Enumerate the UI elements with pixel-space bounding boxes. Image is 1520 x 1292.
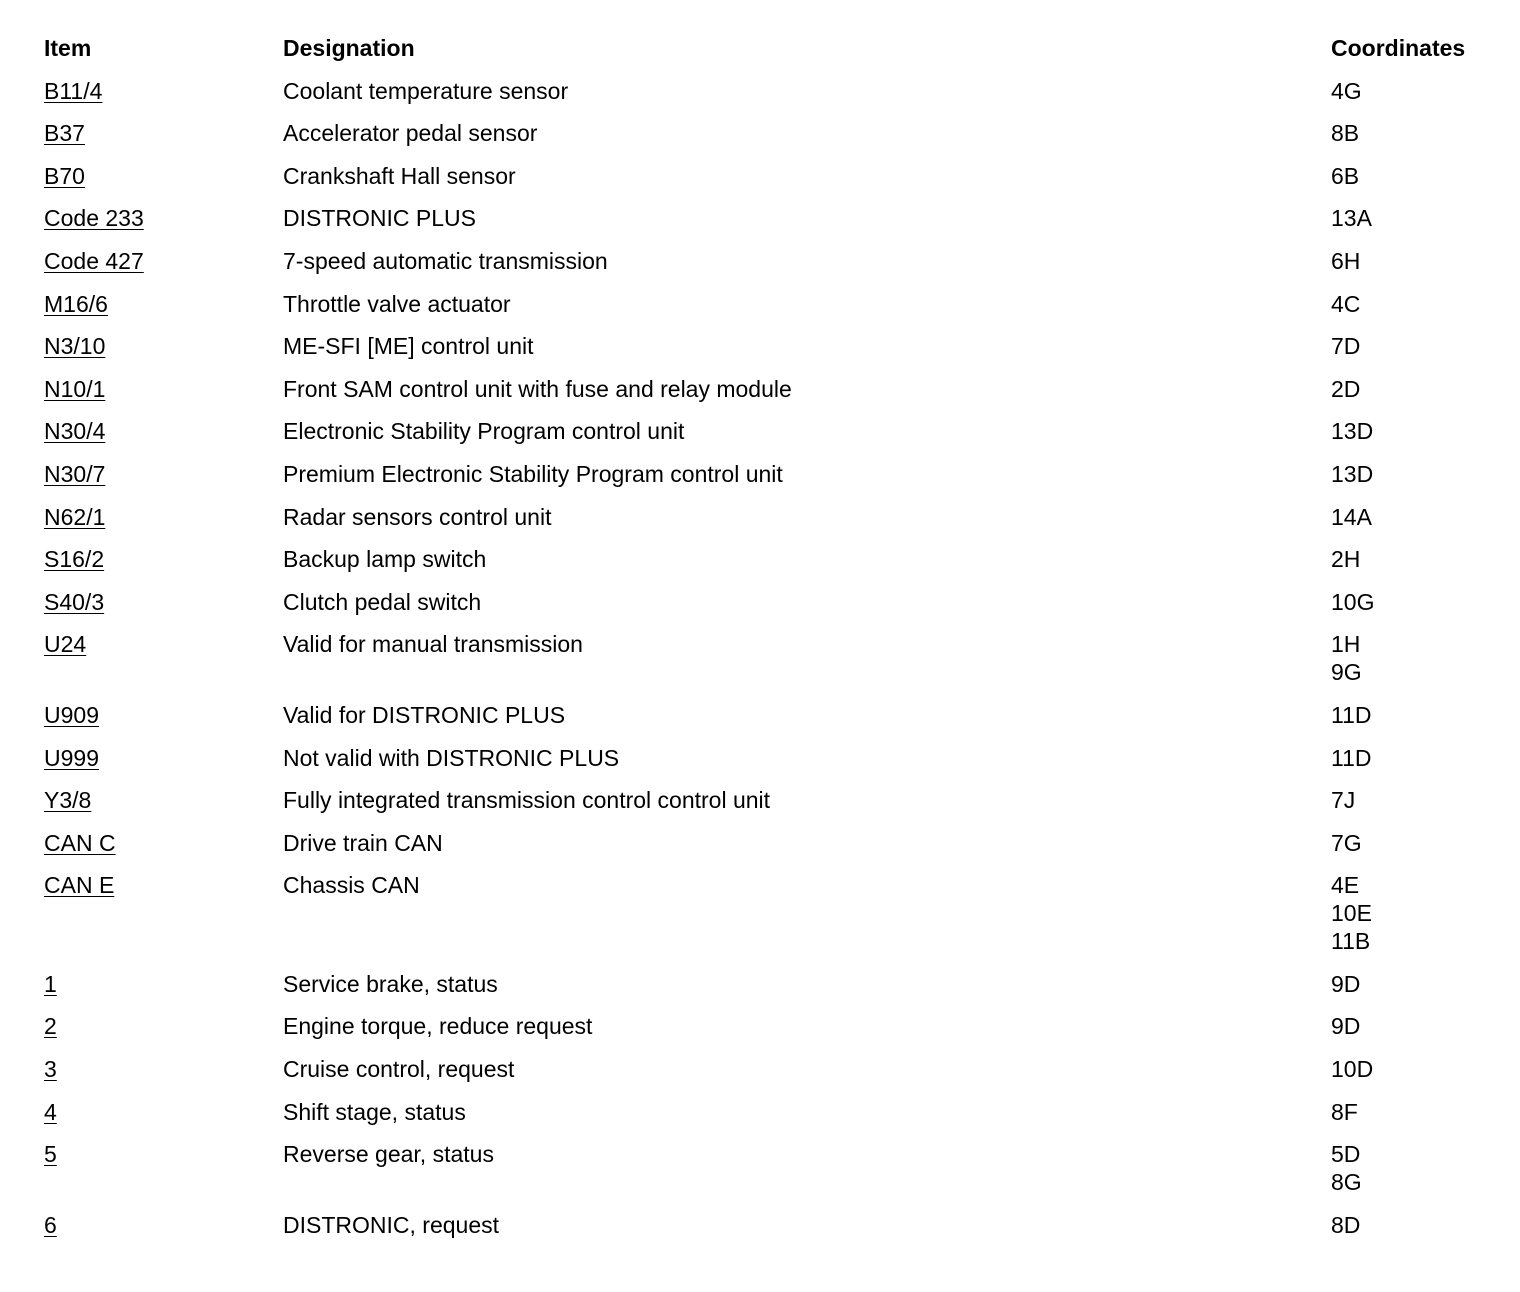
table-row bbox=[44, 204, 1504, 232]
item-link[interactable]: 2 bbox=[44, 1013, 57, 1040]
coordinates-cell bbox=[1331, 545, 1504, 573]
coordinate-value: 11D bbox=[1331, 744, 1372, 771]
item-link[interactable]: N62/1 bbox=[44, 503, 106, 530]
legend-table bbox=[44, 34, 1504, 1253]
table-row bbox=[44, 1055, 1504, 1083]
coordinate-value: 5D bbox=[1331, 1141, 1361, 1168]
item-link[interactable]: N30/7 bbox=[44, 460, 106, 487]
table-row bbox=[44, 460, 1504, 488]
coordinate-value: 11D bbox=[1331, 701, 1372, 728]
coordinates-cell bbox=[1331, 1098, 1504, 1126]
item-link[interactable]: CAN C bbox=[44, 829, 116, 856]
coordinate-value: 6H bbox=[1331, 247, 1361, 274]
item-link[interactable]: B70 bbox=[44, 162, 85, 189]
item-link[interactable]: U999 bbox=[44, 744, 99, 771]
coordinate-value: 8G bbox=[1331, 1169, 1362, 1196]
item-link[interactable]: 5 bbox=[44, 1141, 57, 1168]
coordinate-value: 13A bbox=[1331, 205, 1372, 232]
table-row bbox=[44, 786, 1504, 814]
item-link[interactable]: N3/10 bbox=[44, 333, 106, 360]
table-row bbox=[44, 332, 1504, 360]
coordinates-cell bbox=[1331, 701, 1504, 729]
table-row bbox=[44, 970, 1504, 998]
designation-text: Fully integrated transmission control control unit bbox=[283, 787, 771, 814]
designation-text: Chassis CAN bbox=[283, 872, 420, 899]
item-link[interactable]: B11/4 bbox=[44, 77, 103, 104]
coordinates-cell bbox=[1331, 162, 1504, 190]
item-link[interactable]: 6 bbox=[44, 1211, 57, 1238]
coordinate-value: 7D bbox=[1331, 333, 1361, 360]
table-row bbox=[44, 588, 1504, 616]
table-row bbox=[44, 1098, 1504, 1126]
coordinate-value: 9G bbox=[1331, 659, 1362, 686]
coordinate-value: 4G bbox=[1331, 77, 1362, 104]
table-row bbox=[44, 290, 1504, 318]
coordinate-value: 8D bbox=[1331, 1211, 1361, 1238]
designation-text: Crankshaft Hall sensor bbox=[283, 162, 516, 189]
coordinates-cell bbox=[1331, 417, 1504, 445]
coordinates-cell bbox=[1331, 1140, 1504, 1196]
table-row bbox=[44, 545, 1504, 573]
designation-text: DISTRONIC, request bbox=[283, 1211, 499, 1238]
coordinates-cell bbox=[1331, 204, 1504, 232]
coordinate-value: 8B bbox=[1331, 120, 1360, 147]
table-row bbox=[44, 503, 1504, 531]
designation-text: Front SAM control unit with fuse and relay module bbox=[283, 375, 792, 402]
table-row bbox=[44, 829, 1504, 857]
coordinate-value: 13D bbox=[1331, 460, 1374, 487]
coordinate-value: 10G bbox=[1331, 588, 1375, 615]
coordinate-value: 10E bbox=[1331, 900, 1372, 927]
item-link[interactable]: U24 bbox=[44, 631, 87, 658]
coordinate-value: 7G bbox=[1331, 829, 1362, 856]
item-link[interactable]: 3 bbox=[44, 1056, 57, 1083]
table-row bbox=[44, 417, 1504, 445]
designation-text: Reverse gear, status bbox=[283, 1141, 494, 1168]
coordinate-value: 4E bbox=[1331, 872, 1360, 899]
designation-text: Clutch pedal switch bbox=[283, 588, 482, 615]
table-row bbox=[44, 1012, 1504, 1040]
coordinates-cell bbox=[1331, 460, 1504, 488]
coordinate-value: 13D bbox=[1331, 418, 1374, 445]
coordinate-value: 6B bbox=[1331, 162, 1360, 189]
item-link[interactable]: CAN E bbox=[44, 872, 115, 899]
coordinates-cell bbox=[1331, 1211, 1504, 1239]
designation-text: Backup lamp switch bbox=[283, 546, 487, 573]
item-link[interactable]: N30/4 bbox=[44, 418, 106, 445]
header-item: Item bbox=[44, 35, 92, 61]
table-header-row bbox=[44, 34, 1504, 62]
designation-text: ME-SFI [ME] control unit bbox=[283, 333, 534, 360]
designation-text: Cruise control, request bbox=[283, 1056, 515, 1083]
coordinates-cell bbox=[1331, 786, 1504, 814]
table-row bbox=[44, 871, 1504, 955]
header-coordinates: Coordinates bbox=[1331, 35, 1466, 61]
designation-text: Not valid with DISTRONIC PLUS bbox=[283, 744, 620, 771]
coordinates-cell bbox=[1331, 503, 1504, 531]
designation-text: Coolant temperature sensor bbox=[283, 77, 569, 104]
table-row bbox=[44, 1211, 1504, 1239]
designation-text: Accelerator pedal sensor bbox=[283, 120, 538, 147]
coordinates-cell bbox=[1331, 588, 1504, 616]
designation-text: Valid for DISTRONIC PLUS bbox=[283, 701, 566, 728]
designation-text: Shift stage, status bbox=[283, 1098, 466, 1125]
coordinate-value: 14A bbox=[1331, 503, 1372, 530]
item-link[interactable]: U909 bbox=[44, 701, 99, 728]
designation-text: Service brake, status bbox=[283, 970, 498, 997]
coordinate-value: 9D bbox=[1331, 970, 1361, 997]
coordinates-cell bbox=[1331, 630, 1504, 686]
coordinate-value: 1H bbox=[1331, 631, 1361, 658]
table-row bbox=[44, 701, 1504, 729]
coordinate-value: 11B bbox=[1331, 928, 1371, 955]
coordinate-value: 9D bbox=[1331, 1013, 1361, 1040]
table-row bbox=[44, 247, 1504, 275]
item-link[interactable]: 1 bbox=[44, 970, 57, 997]
designation-text: DISTRONIC PLUS bbox=[283, 205, 476, 232]
designation-text: Valid for manual transmission bbox=[283, 631, 583, 658]
coordinate-value: 4C bbox=[1331, 290, 1361, 317]
coordinates-cell bbox=[1331, 290, 1504, 318]
coordinates-cell bbox=[1331, 871, 1504, 955]
table-row bbox=[44, 77, 1504, 105]
coordinates-cell bbox=[1331, 375, 1504, 403]
coordinates-cell bbox=[1331, 119, 1504, 147]
table-body bbox=[44, 77, 1504, 1239]
table-row bbox=[44, 1140, 1504, 1196]
designation-text: Engine torque, reduce request bbox=[283, 1013, 593, 1040]
designation-text: Throttle valve actuator bbox=[283, 290, 511, 317]
coordinate-value: 8F bbox=[1331, 1098, 1358, 1125]
item-link[interactable]: Code 427 bbox=[44, 247, 144, 274]
item-link[interactable]: Y3/8 bbox=[44, 787, 92, 814]
coordinates-cell bbox=[1331, 970, 1504, 998]
table-row bbox=[44, 162, 1504, 190]
coordinate-value: 10D bbox=[1331, 1056, 1374, 1083]
table-row bbox=[44, 744, 1504, 772]
table-row bbox=[44, 119, 1504, 147]
item-link[interactable]: B37 bbox=[44, 120, 85, 147]
coordinates-cell bbox=[1331, 247, 1504, 275]
item-link[interactable]: M16/6 bbox=[44, 290, 108, 317]
item-link[interactable]: S16/2 bbox=[44, 546, 105, 573]
item-link[interactable]: 4 bbox=[44, 1098, 57, 1125]
coordinates-cell bbox=[1331, 1055, 1504, 1083]
item-link[interactable]: S40/3 bbox=[44, 588, 105, 615]
coordinates-cell bbox=[1331, 744, 1504, 772]
designation-text: 7-speed automatic transmission bbox=[283, 247, 608, 274]
designation-text: Radar sensors control unit bbox=[283, 503, 552, 530]
coordinate-value: 7J bbox=[1331, 787, 1356, 814]
coordinates-cell bbox=[1331, 1012, 1504, 1040]
item-link[interactable]: Code 233 bbox=[44, 205, 144, 232]
coordinate-value: 2H bbox=[1331, 546, 1361, 573]
coordinates-cell bbox=[1331, 77, 1504, 105]
table-row bbox=[44, 630, 1504, 686]
coordinates-cell bbox=[1331, 332, 1504, 360]
header-designation: Designation bbox=[283, 35, 415, 61]
designation-text: Drive train CAN bbox=[283, 829, 443, 856]
item-link[interactable]: N10/1 bbox=[44, 375, 106, 402]
coordinates-cell bbox=[1331, 829, 1504, 857]
table-row bbox=[44, 375, 1504, 403]
designation-text: Premium Electronic Stability Program control unit bbox=[283, 460, 783, 487]
coordinate-value: 2D bbox=[1331, 375, 1361, 402]
designation-text: Electronic Stability Program control unit bbox=[283, 418, 685, 445]
